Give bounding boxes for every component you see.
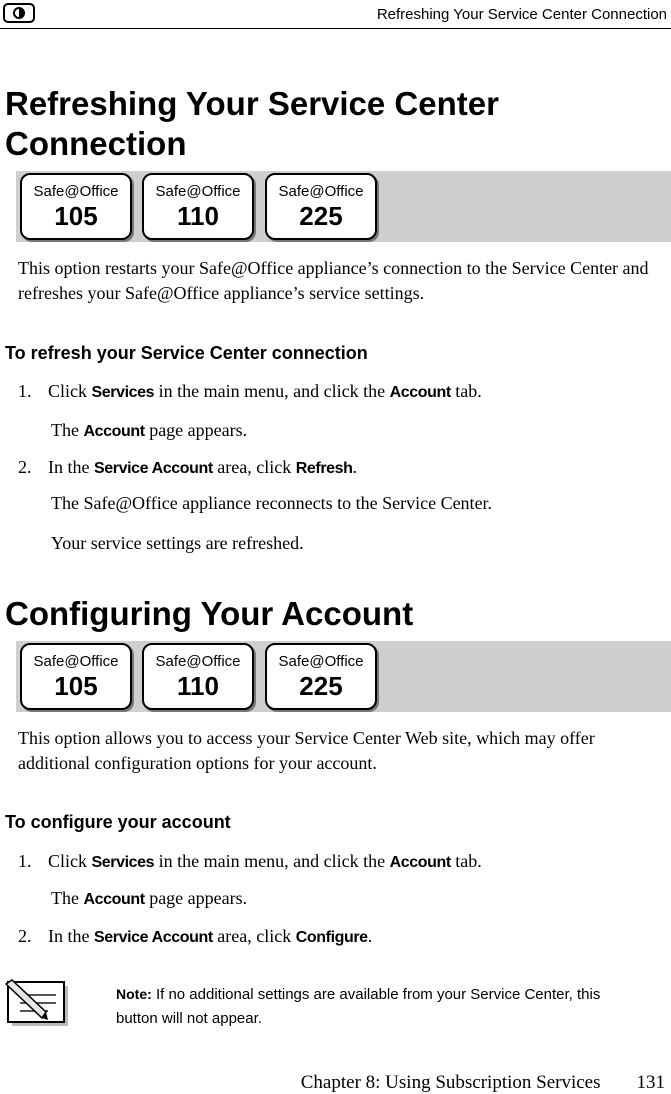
ui-label: Service Account [93, 460, 213, 477]
ui-label: Account [83, 423, 145, 440]
product-badge-225 [265, 643, 377, 710]
badge-name: Safe@Office [278, 183, 364, 200]
page-number: 131 [636, 1072, 665, 1093]
note-body: If no additional settings are available from your Service Center, this button will not appear. [116, 986, 601, 1027]
ui-label: Account [389, 384, 451, 401]
badge-name: Safe@Office [33, 653, 119, 670]
badge-model: 225 [299, 201, 343, 231]
product-badge-110 [142, 173, 254, 240]
section1-title-line1: Refreshing Your Service Center [5, 85, 499, 122]
header-title: Refreshing Your Service Center Connection [376, 6, 667, 23]
section1-step-2: 2. In the Service Account area, click Refresh. [18, 457, 358, 477]
section1-description: This option restarts your Safe@Office appliance’s connection to the Service Center and refreshes your Safe@Office appliance’s service settings. [18, 258, 649, 303]
note-pencil-icon [2, 978, 72, 1035]
product-badge-105 [20, 643, 132, 710]
section2-step-1-result: The Account page appears. [51, 888, 248, 908]
service-center-icon [3, 3, 35, 23]
header-divider [0, 28, 671, 29]
product-bar [16, 171, 671, 242]
ui-label: Refresh [295, 460, 353, 477]
badge-name: Safe@Office [155, 653, 241, 670]
badge-model: 105 [54, 671, 98, 701]
product-bar [16, 641, 671, 712]
ui-label: Account [389, 854, 451, 871]
badge-model: 110 [177, 201, 219, 231]
note-label: Note: [116, 986, 152, 1002]
footer-chapter: Chapter 8: Using Subscription Services [300, 1072, 601, 1093]
badge-name: Safe@Office [33, 183, 119, 200]
section1-procedure-title: To refresh your Service Center connection [5, 343, 368, 363]
section1-step-1: 1. Click Services in the main menu, and click the Account tab. [18, 381, 482, 401]
ui-label: Configure [295, 929, 368, 946]
ui-label: Account [83, 891, 145, 908]
section2-title: Configuring Your Account [5, 595, 414, 632]
section1-heading [5, 84, 499, 164]
section2-description: This option allows you to access your Service Center Web site, which may offer additional configuration options for your account. [18, 728, 595, 773]
ui-label: Services [91, 854, 155, 871]
product-badge-110 [142, 643, 254, 710]
badge-model: 110 [177, 671, 219, 701]
ui-label: Services [91, 384, 155, 401]
section2-step-2: 2. In the Service Account area, click Configure. [18, 926, 373, 946]
badge-model: 225 [299, 671, 343, 701]
badge-name: Safe@Office [278, 653, 364, 670]
page-footer [301, 1072, 665, 1094]
ui-label: Service Account [93, 929, 213, 946]
section2-step-1: 1. Click Services in the main menu, and click the Account tab. [18, 851, 482, 871]
section1-step-1-result: The Account page appears. [51, 420, 248, 440]
section2-procedure-title: To configure your account [5, 812, 231, 832]
product-badge-225 [265, 173, 377, 240]
badge-name: Safe@Office [155, 183, 241, 200]
note-text [116, 982, 636, 1031]
section1-step-2-result-2: Your service settings are refreshed. [51, 533, 304, 553]
section1-step-2-result-1: The Safe@Office appliance reconnects to the Service Center. [51, 493, 493, 513]
badge-model: 105 [54, 201, 98, 231]
section1-title-line2: Connection [5, 125, 187, 162]
product-badge-105 [20, 173, 132, 240]
